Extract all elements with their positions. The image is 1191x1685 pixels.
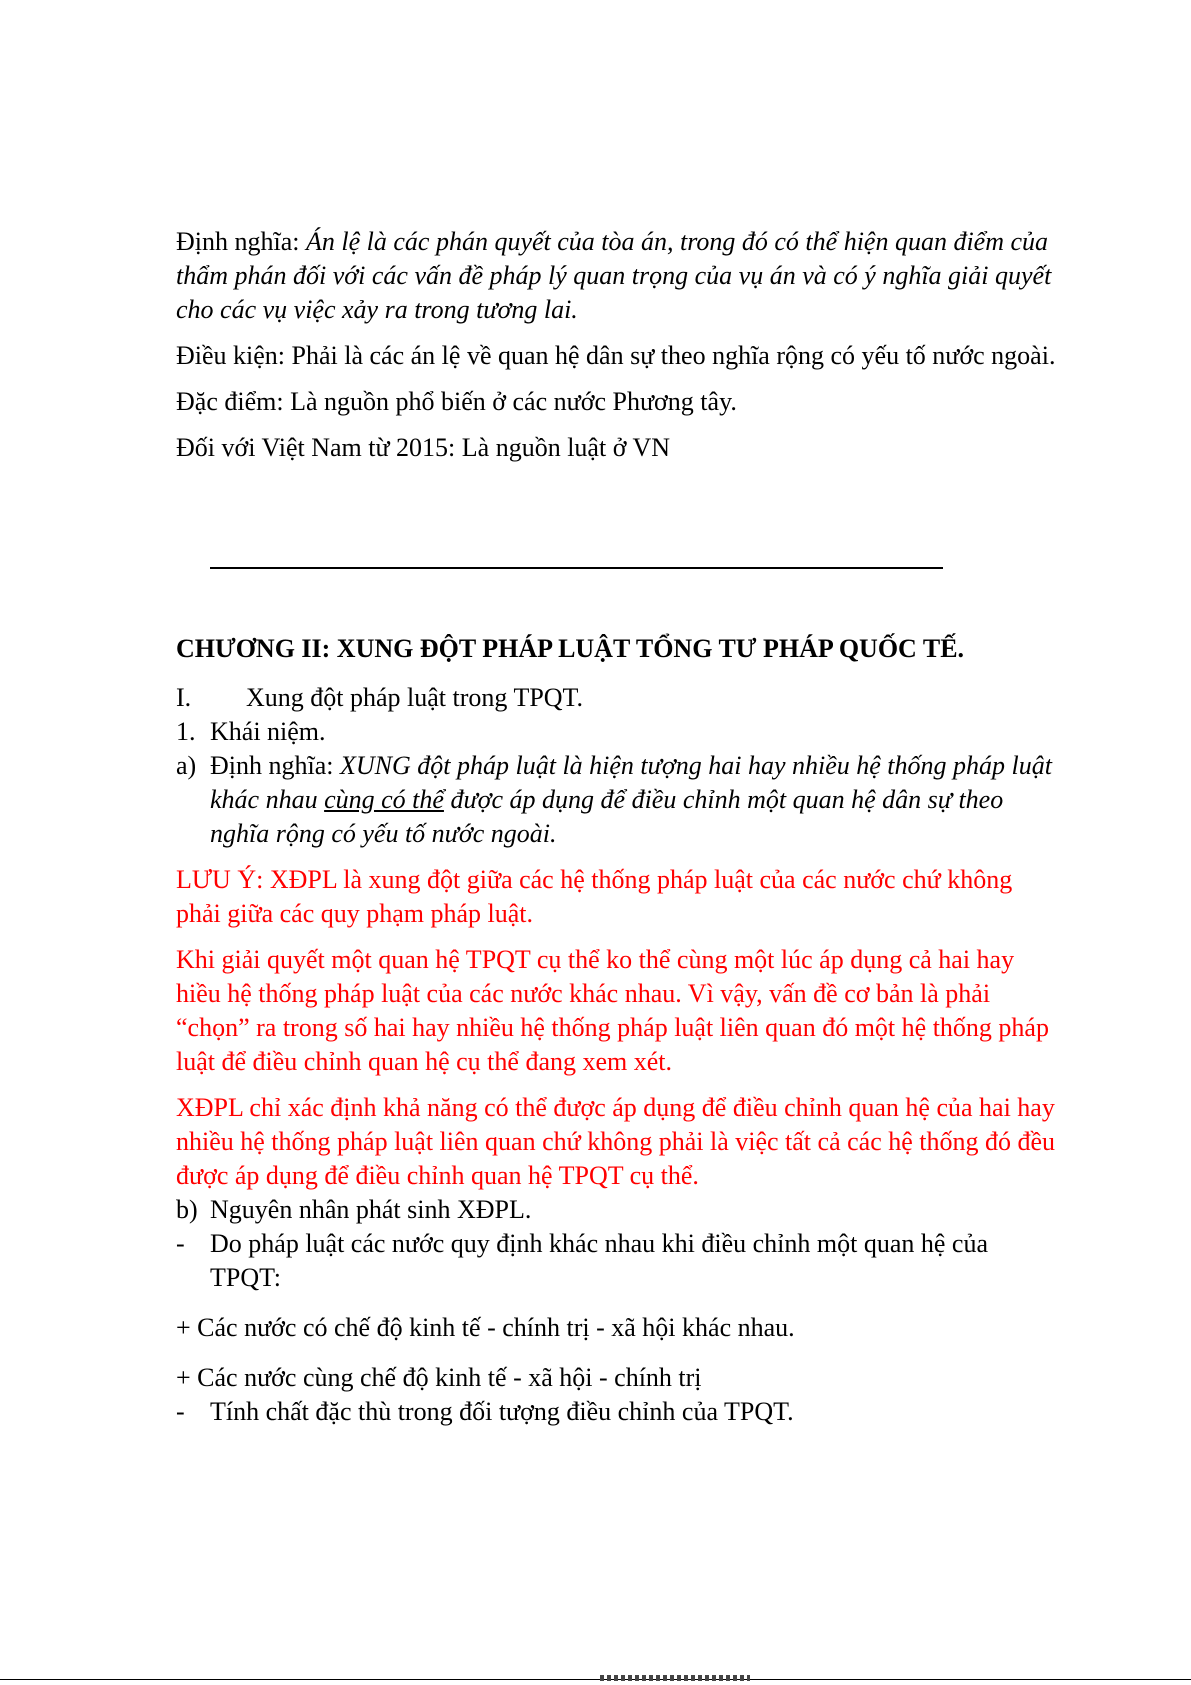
page-bottom-mark [600, 1675, 750, 1681]
letter-b-text: Nguyên nhân phát sinh XĐPL. [210, 1195, 532, 1224]
roman-text: Xung đột pháp luật trong TPQT. [246, 683, 584, 712]
definition-text: Án lệ là các phán quyết của tòa án, trong đó có thể hiện quan điểm của thẩm phán đối với các vấn đề pháp lý quan trọng của vụ án và có ý nghĩa giải quyết cho các vụ việc xảy ra trong tương lai. [176, 227, 1052, 324]
definition-paragraph [176, 225, 1056, 327]
letter-a-label: Định nghĩa: [210, 751, 340, 780]
letter-a-underlined: cùng có thể [324, 785, 444, 814]
horizontal-divider [210, 567, 943, 569]
section-one [176, 225, 1056, 465]
note-paragraph-1: LƯU Ý: XĐPL là xung đột giữa các hệ thống pháp luật của các nước chứ không phải giữa các quy phạm pháp luật. [176, 865, 1013, 928]
letter-a-content [210, 749, 1056, 851]
letter-b-marker: b) [176, 1195, 198, 1224]
note-paragraph-2: Khi giải quyết một quan hệ TPQT cụ thể ko thể cùng một lúc áp dụng cả hai hay hiều hệ thống pháp luật của các nước khác nhau. Vì vậy, vấn đề cơ bản là phải “chọn” ra trong số hai hay nhiều hệ thống pháp luật liên quan đó một hệ thống pháp luật để điều chỉnh quan hệ cụ thể đang xem xét. [176, 945, 1049, 1076]
letter-a-text-2: được áp dụng để điều chỉnh một quan hệ dân sự theo nghĩa rộng có yếu tố nước ngoài. [210, 785, 1004, 848]
dash-text-2: Tính chất đặc thù trong đối tượng điều chỉnh của TPQT. [210, 1397, 794, 1426]
letter-a-list-item [176, 749, 1056, 851]
section-two [176, 681, 1056, 1429]
vietnam-paragraph: Đối với Việt Nam từ 2015: Là nguồn luật ở VN [176, 433, 671, 462]
dash-text-1: Do pháp luật các nước quy định khác nhau khi điều chỉnh một quan hệ của TPQT: [210, 1229, 989, 1292]
page-bottom-rule [0, 1679, 1191, 1680]
roman-list-item [176, 681, 1056, 715]
roman-marker: I. [176, 683, 192, 712]
plus-paragraph-1: + Các nước có chế độ kinh tế - chính trị - xã hội khác nhau. [176, 1313, 795, 1342]
numbered-marker: 1. [176, 717, 196, 746]
condition-paragraph: Điều kiện: Phải là các án lệ về quan hệ dân sự theo nghĩa rộng có yếu tố nước ngoài. [176, 341, 1056, 370]
dash-marker-1: - [176, 1229, 185, 1258]
dash-marker-2: - [176, 1397, 185, 1426]
chapter-title: CHƯƠNG II: XUNG ĐỘT PHÁP LUẬT TỔNG TƯ PHÁP QUỐC TẾ. [176, 634, 965, 663]
letter-b-list-item [176, 1193, 1056, 1227]
dash-list-item-1 [176, 1227, 1056, 1295]
note-paragraph-3: XĐPL chỉ xác định khả năng có thể được áp dụng để điều chỉnh quan hệ của hai hay nhiều hệ thống pháp luật liên quan chứ không phải là việc tất cả các hệ thống đó đều được áp dụng để điều chỉnh quan hệ TPQT cụ thể. [176, 1093, 1056, 1190]
letter-a-text-1: XUNG đột pháp luật là hiện tượng hai hay nhiều hệ thống pháp luật khác nhau [210, 751, 1052, 814]
numbered-text: Khái niệm. [210, 717, 326, 746]
letter-a-marker: a) [176, 751, 197, 780]
feature-paragraph: Đặc điểm: Là nguồn phổ biến ở các nước Phương tây. [176, 387, 737, 416]
dash-list-item-2 [176, 1395, 1056, 1429]
definition-label: Định nghĩa: [176, 227, 306, 256]
plus-paragraph-2: + Các nước cùng chế độ kinh tế - xã hội - chính trị [176, 1363, 702, 1392]
numbered-list-item [176, 715, 1056, 749]
